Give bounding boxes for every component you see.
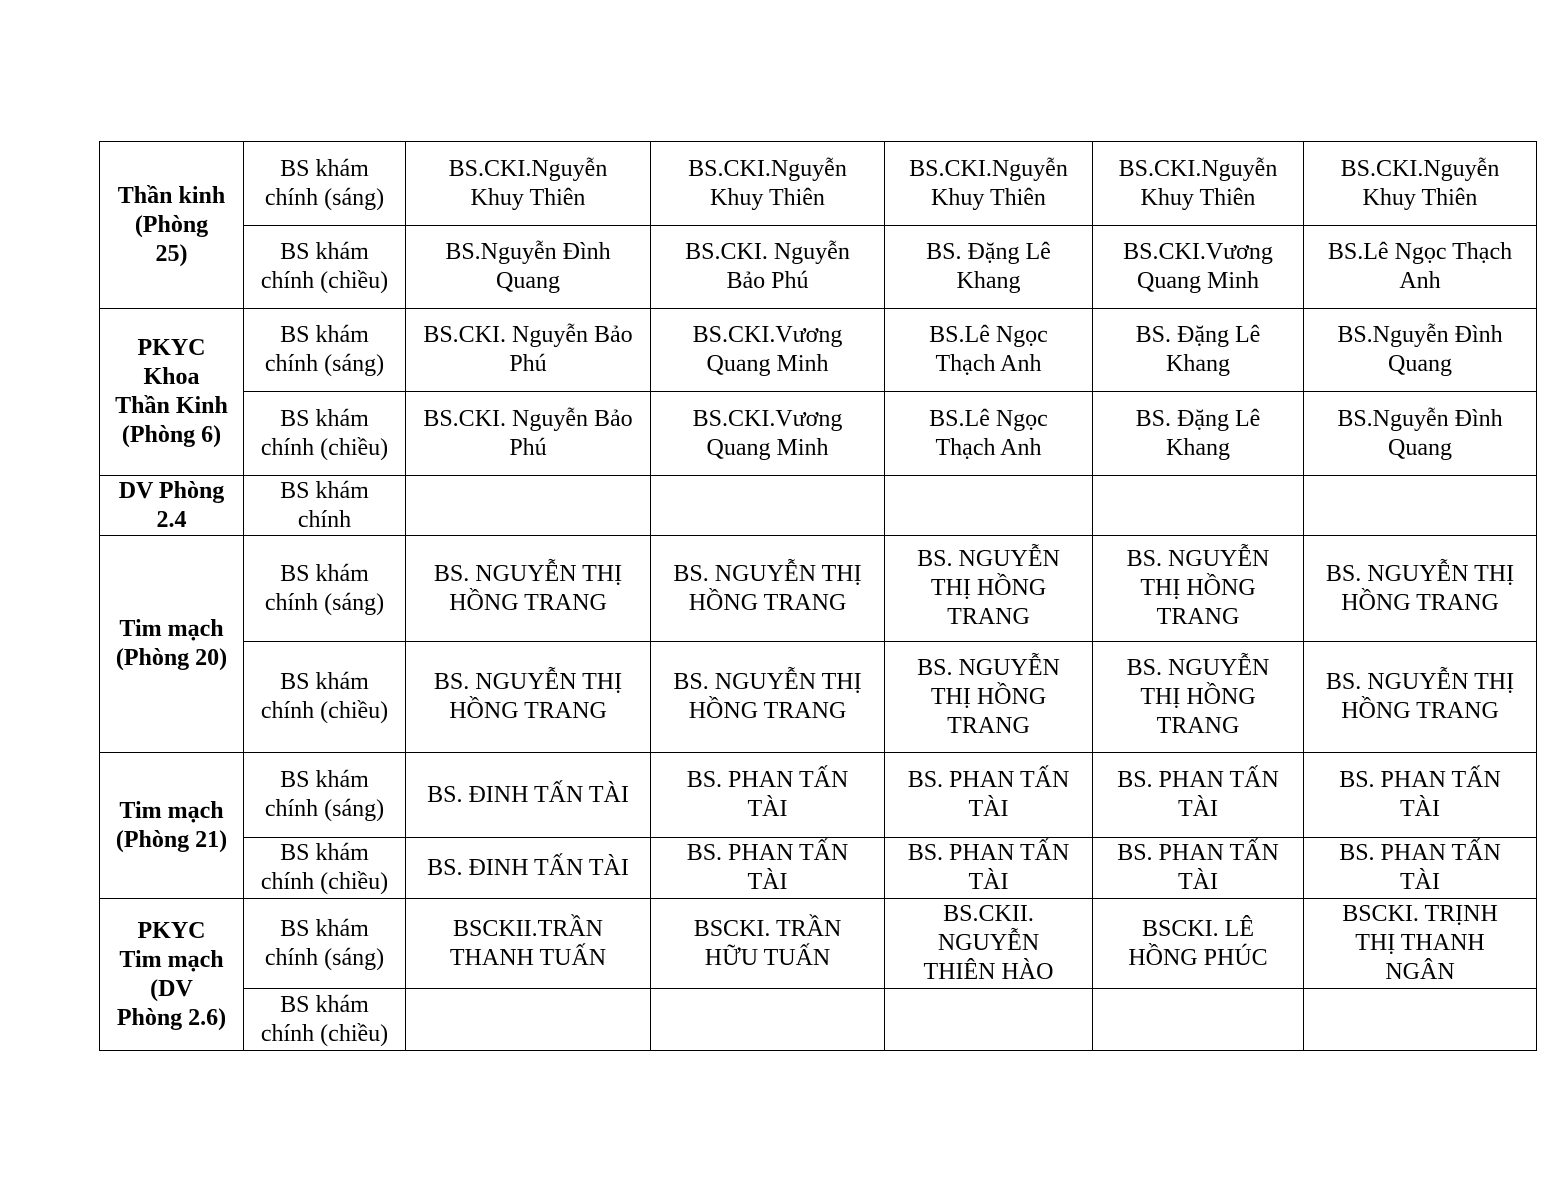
clinic-room-cell bbox=[100, 899, 244, 1051]
table-row bbox=[100, 142, 1537, 226]
doctor-name-line: BS. Đặng Lê bbox=[926, 239, 1051, 265]
doctor-cell bbox=[651, 392, 885, 476]
doctor-cell bbox=[1093, 309, 1304, 392]
shift-cell bbox=[244, 753, 406, 838]
doctor-name-line: BS. PHAN TẤN bbox=[686, 840, 849, 866]
shift-label-line: BS khám bbox=[280, 915, 369, 942]
doctor-name-line: HỒNG TRANG bbox=[688, 589, 847, 616]
doctor-cell bbox=[1093, 142, 1304, 226]
doctor-cell bbox=[651, 309, 885, 392]
shift-label-line: chính (chiều) bbox=[260, 1020, 389, 1047]
doctor-cell bbox=[885, 989, 1093, 1051]
doctor-name-line: BS. NGUYỄN bbox=[917, 546, 1060, 572]
doctor-name-line: BS. NGUYỄN THỊ bbox=[433, 669, 623, 695]
shift-label-line: chính (chiều) bbox=[260, 698, 389, 724]
doctor-name-line: Khang bbox=[956, 268, 1021, 294]
shift-label-line: BS khám bbox=[280, 239, 369, 265]
doctor-cell bbox=[651, 226, 885, 309]
doctor-name-line: TRANG bbox=[1156, 604, 1240, 630]
shift-label-line: chính (chiều) bbox=[260, 869, 389, 895]
doctor-name-line: TRANG bbox=[947, 712, 1030, 739]
clinic-room-cell bbox=[100, 309, 244, 476]
doctor-cell bbox=[1093, 226, 1304, 309]
doctor-name-line: NGUYỄN bbox=[937, 930, 1040, 956]
doctor-name-line: BS.CKI.Vương bbox=[692, 322, 843, 348]
doctor-cell bbox=[885, 642, 1093, 753]
doctor-cell bbox=[651, 753, 885, 838]
doctor-cell bbox=[1304, 392, 1537, 476]
doctor-cell bbox=[1093, 838, 1304, 899]
doctor-name-line: THỊ HỒNG bbox=[930, 683, 1047, 710]
clinic-room-name-line: Khoa bbox=[143, 364, 200, 390]
doctor-cell bbox=[406, 642, 651, 753]
clinic-room-name-line: (DV bbox=[150, 975, 193, 1002]
doctor-name-line: BS. NGUYỄN bbox=[1126, 654, 1270, 681]
doctor-name-line: BS.CKI.Nguyễn bbox=[688, 155, 847, 182]
doctor-name-line: BS. PHAN TẤN bbox=[1339, 840, 1501, 866]
doctor-name-line: HỒNG TRANG bbox=[1341, 589, 1499, 616]
doctor-cell bbox=[885, 142, 1093, 226]
doctor-name-line: Thạch Anh bbox=[935, 351, 1042, 377]
shift-cell bbox=[244, 536, 406, 642]
clinic-room-name-line: (Phòng bbox=[134, 211, 209, 238]
shift-label-line: BS khám bbox=[280, 477, 369, 504]
doctor-cell bbox=[406, 392, 651, 476]
doctor-name-line: BSCKII.TRẦN bbox=[452, 915, 603, 942]
doctor-name-line: TRANG bbox=[1156, 712, 1240, 739]
doctor-name-line: BS. PHAN TẤN bbox=[686, 767, 849, 793]
doctor-name-line: Quang bbox=[1388, 351, 1452, 377]
doctor-name-line: BS. NGUYỄN THỊ bbox=[1325, 560, 1515, 587]
table-row bbox=[100, 309, 1537, 392]
clinic-room-name-line: (Phòng 6) bbox=[121, 422, 222, 448]
clinic-room-name-line: Thần Kinh bbox=[115, 393, 228, 419]
table-row bbox=[100, 989, 1537, 1051]
clinic-room-name-line: PKYC bbox=[137, 335, 206, 361]
doctor-name-line: BS. ĐINH TẤN TÀI bbox=[427, 854, 629, 881]
doctor-cell bbox=[651, 142, 885, 226]
doctor-name-line: BS. PHAN TẤN bbox=[1117, 767, 1279, 793]
doctor-cell bbox=[885, 392, 1093, 476]
shift-label-line: chính (sáng) bbox=[264, 796, 385, 822]
doctor-name-line: THIÊN HÀO bbox=[923, 959, 1054, 985]
doctor-cell bbox=[651, 642, 885, 753]
shift-label-line: chính (chiều) bbox=[260, 268, 389, 294]
doctor-cell bbox=[651, 536, 885, 642]
shift-cell bbox=[244, 989, 406, 1051]
doctor-cell bbox=[406, 226, 651, 309]
doctor-name-line: Quang Minh bbox=[1137, 268, 1259, 294]
doctor-name-line: TRANG bbox=[947, 604, 1030, 630]
doctor-name-line: Khuy Thiên bbox=[931, 184, 1046, 211]
doctor-name-line: Quang bbox=[496, 268, 560, 294]
doctor-name-line: Thạch Anh bbox=[935, 434, 1042, 461]
shift-label-line: BS khám bbox=[280, 322, 369, 348]
schedule-body bbox=[100, 142, 1537, 1051]
doctor-cell bbox=[406, 899, 651, 989]
doctor-cell bbox=[885, 838, 1093, 899]
shift-label-line: chính (sáng) bbox=[264, 184, 385, 211]
doctor-cell bbox=[406, 838, 651, 899]
doctor-name-line: BSCKI. TRỊNH bbox=[1342, 901, 1498, 927]
doctor-name-line: BS. PHAN TẤN bbox=[1117, 840, 1279, 866]
table-row bbox=[100, 753, 1537, 838]
doctor-name-line: THỊ HỒNG bbox=[1140, 575, 1256, 601]
doctor-cell bbox=[406, 142, 651, 226]
doctor-cell bbox=[1304, 899, 1537, 989]
clinic-room-name-line: PKYC bbox=[137, 917, 206, 944]
doctor-cell bbox=[1304, 476, 1537, 536]
doctor-name-line: BS. PHAN TẤN bbox=[907, 767, 1070, 793]
doctor-cell bbox=[651, 476, 885, 536]
doctor-name-line: Bảo Phú bbox=[726, 268, 809, 294]
doctor-cell bbox=[406, 753, 651, 838]
table-row bbox=[100, 226, 1537, 309]
doctor-name-line: TÀI bbox=[1400, 869, 1440, 895]
shift-cell bbox=[244, 309, 406, 392]
doctor-cell bbox=[406, 309, 651, 392]
doctor-name-line: Anh bbox=[1399, 268, 1441, 294]
doctor-name-line: BS.Nguyễn Đình bbox=[1337, 322, 1503, 348]
doctor-cell bbox=[1304, 753, 1537, 838]
doctor-cell bbox=[885, 899, 1093, 989]
doctor-name-line: TÀI bbox=[1178, 796, 1218, 822]
doctor-cell bbox=[1304, 226, 1537, 309]
doctor-name-line: BS. NGUYỄN THỊ bbox=[673, 669, 862, 695]
doctor-name-line: BS.Nguyễn Đình bbox=[1337, 405, 1503, 432]
shift-label-line: BS khám bbox=[280, 840, 369, 866]
doctor-cell bbox=[885, 226, 1093, 309]
doctor-name-line: HỮU TUẤN bbox=[704, 944, 831, 971]
doctor-name-line: BS. PHAN TẤN bbox=[1339, 767, 1501, 793]
table-row bbox=[100, 838, 1537, 899]
doctor-name-line: BS.CKI. Nguyễn Bảo bbox=[423, 322, 633, 348]
doctor-cell bbox=[885, 536, 1093, 642]
doctor-cell bbox=[406, 989, 651, 1051]
clinic-room-name-line: Tim mạch bbox=[119, 946, 224, 973]
shift-cell bbox=[244, 392, 406, 476]
doctor-name-line: Khang bbox=[1166, 434, 1230, 461]
doctor-name-line: BS.Nguyễn Đình bbox=[445, 239, 611, 265]
shift-label-line: BS khám bbox=[280, 155, 369, 182]
table-row bbox=[100, 642, 1537, 753]
doctor-cell bbox=[1093, 989, 1304, 1051]
clinic-room-name-line: Thần kinh bbox=[117, 182, 226, 209]
doctor-cell bbox=[1304, 309, 1537, 392]
doctor-name-line: THANH TUẤN bbox=[449, 944, 607, 971]
doctor-name-line: BSCKI. LÊ bbox=[1141, 915, 1254, 942]
shift-label-line: chính (sáng) bbox=[264, 589, 385, 616]
clinic-room-name-line: (Phòng 21) bbox=[115, 826, 228, 853]
doctor-name-line: TÀI bbox=[968, 869, 1009, 895]
clinic-room-name-line: 2.4 bbox=[156, 506, 187, 533]
doctor-name-line: THỊ THANH bbox=[1355, 930, 1485, 956]
table-row bbox=[100, 392, 1537, 476]
doctor-name-line: BS.CKI.Nguyễn bbox=[448, 155, 608, 182]
doctor-cell bbox=[1304, 642, 1537, 753]
shift-cell bbox=[244, 142, 406, 226]
doctor-name-line: Khuy Thiên bbox=[1140, 184, 1256, 211]
clinic-room-cell bbox=[100, 536, 244, 753]
doctor-name-line: TÀI bbox=[747, 796, 788, 822]
doctor-cell bbox=[1093, 536, 1304, 642]
shift-cell bbox=[244, 642, 406, 753]
clinic-room-name-line: Tim mạch bbox=[119, 797, 224, 824]
doctor-name-line: BS. NGUYỄN bbox=[1126, 546, 1270, 572]
doctor-name-line: BS. NGUYỄN THỊ bbox=[1325, 669, 1515, 695]
doctor-name-line: BS.CKI.Nguyễn bbox=[909, 155, 1068, 182]
shift-label-line: chính (chiều) bbox=[260, 434, 389, 461]
shift-cell bbox=[244, 899, 406, 989]
clinic-room-name-line: 25) bbox=[155, 240, 188, 267]
doctor-name-line: BS. Đặng Lê bbox=[1135, 322, 1261, 348]
doctor-name-line: HỒNG PHÚC bbox=[1128, 944, 1268, 971]
doctor-cell bbox=[406, 476, 651, 536]
table-row bbox=[100, 476, 1537, 536]
doctor-name-line: TÀI bbox=[747, 869, 788, 895]
doctor-name-line: Phú bbox=[509, 351, 547, 377]
doctor-name-line: BS. PHAN TẤN bbox=[907, 840, 1070, 866]
table-row bbox=[100, 536, 1537, 642]
doctor-name-line: BS. ĐINH TẤN TÀI bbox=[427, 781, 629, 808]
doctor-cell bbox=[406, 536, 651, 642]
shift-label-line: BS khám bbox=[280, 991, 369, 1018]
doctor-name-line: HỒNG TRANG bbox=[449, 589, 607, 616]
doctor-name-line: Quang bbox=[1388, 434, 1452, 461]
doctor-name-line: BS.CKI.Vương bbox=[692, 405, 843, 432]
doctor-name-line: TÀI bbox=[1400, 796, 1440, 822]
doctor-name-line: BS.CKII. bbox=[943, 901, 1034, 927]
doctor-cell bbox=[651, 838, 885, 899]
clinic-room-name-line: (Phòng 20) bbox=[115, 645, 228, 671]
doctor-cell bbox=[651, 989, 885, 1051]
doctor-name-line: BS.Lê Ngọc Thạch bbox=[1327, 239, 1513, 265]
clinic-room-cell bbox=[100, 476, 244, 536]
doctor-name-line: HỒNG TRANG bbox=[688, 698, 847, 724]
doctor-name-line: Khuy Thiên bbox=[470, 184, 586, 211]
shift-label-line: BS khám bbox=[280, 669, 369, 695]
doctor-name-line: BS. NGUYỄN THỊ bbox=[433, 560, 623, 587]
doctor-cell bbox=[1093, 753, 1304, 838]
shift-label-line: BS khám bbox=[280, 405, 369, 432]
clinic-room-cell bbox=[100, 753, 244, 899]
doctor-name-line: Quang Minh bbox=[706, 434, 829, 461]
doctor-name-line: BS.CKI.Vương bbox=[1123, 239, 1273, 265]
doctor-cell bbox=[885, 476, 1093, 536]
doctor-name-line: BS. NGUYỄN THỊ bbox=[673, 560, 862, 587]
doctor-name-line: BS.CKI.Nguyễn bbox=[1118, 155, 1278, 182]
shift-label-line: chính (sáng) bbox=[264, 351, 385, 377]
doctor-name-line: Khang bbox=[1166, 351, 1230, 377]
shift-cell bbox=[244, 226, 406, 309]
doctor-cell bbox=[1304, 989, 1537, 1051]
shift-label-line: BS khám bbox=[280, 560, 369, 587]
doctor-name-line: Khuy Thiên bbox=[1362, 184, 1478, 211]
doctor-cell bbox=[1093, 642, 1304, 753]
shift-label-line: chính (sáng) bbox=[264, 944, 385, 971]
table-row bbox=[100, 899, 1537, 989]
doctor-cell bbox=[1304, 838, 1537, 899]
doctor-cell bbox=[1093, 899, 1304, 989]
doctor-name-line: BS.CKI. Nguyễn bbox=[685, 239, 850, 265]
doctor-name-line: HỒNG TRANG bbox=[1341, 698, 1499, 724]
shift-label-line: BS khám bbox=[280, 767, 369, 793]
doctor-name-line: BS. NGUYỄN bbox=[917, 654, 1060, 681]
doctor-cell bbox=[885, 309, 1093, 392]
doctor-name-line: BS.CKI.Nguyễn bbox=[1340, 155, 1500, 182]
doctor-name-line: THỊ HỒNG bbox=[1140, 683, 1256, 710]
doctor-name-line: BSCKI. TRẦN bbox=[693, 915, 842, 942]
doctor-name-line: Khuy Thiên bbox=[710, 184, 825, 211]
schedule-table bbox=[99, 141, 1537, 1051]
doctor-cell bbox=[1093, 476, 1304, 536]
doctor-name-line: BS.Lê Ngọc bbox=[929, 405, 1048, 432]
clinic-room-name-line: Tim mạch bbox=[119, 616, 224, 642]
doctor-cell bbox=[1304, 142, 1537, 226]
doctor-cell bbox=[1093, 392, 1304, 476]
doctor-name-line: THỊ HỒNG bbox=[930, 575, 1047, 601]
clinic-room-name-line: DV Phòng bbox=[118, 477, 225, 504]
doctor-name-line: Quang Minh bbox=[706, 351, 829, 377]
doctor-name-line: Phú bbox=[509, 434, 547, 461]
shift-label-line: chính bbox=[297, 506, 352, 533]
doctor-name-line: HỒNG TRANG bbox=[449, 698, 607, 724]
doctor-cell bbox=[651, 899, 885, 989]
clinic-room-cell bbox=[100, 142, 244, 309]
shift-cell bbox=[244, 476, 406, 536]
doctor-name-line: BS. Đặng Lê bbox=[1135, 405, 1261, 432]
doctor-name-line: BS.CKI. Nguyễn Bảo bbox=[423, 405, 633, 432]
shift-cell bbox=[244, 838, 406, 899]
doctor-cell bbox=[1304, 536, 1537, 642]
doctor-name-line: TÀI bbox=[1178, 869, 1218, 895]
doctor-name-line: TÀI bbox=[968, 796, 1009, 822]
doctor-cell bbox=[885, 753, 1093, 838]
clinic-room-name-line: Phòng 2.6) bbox=[116, 1004, 227, 1031]
doctor-name-line: NGÂN bbox=[1385, 959, 1455, 985]
doctor-name-line: BS.Lê Ngọc bbox=[929, 322, 1048, 348]
